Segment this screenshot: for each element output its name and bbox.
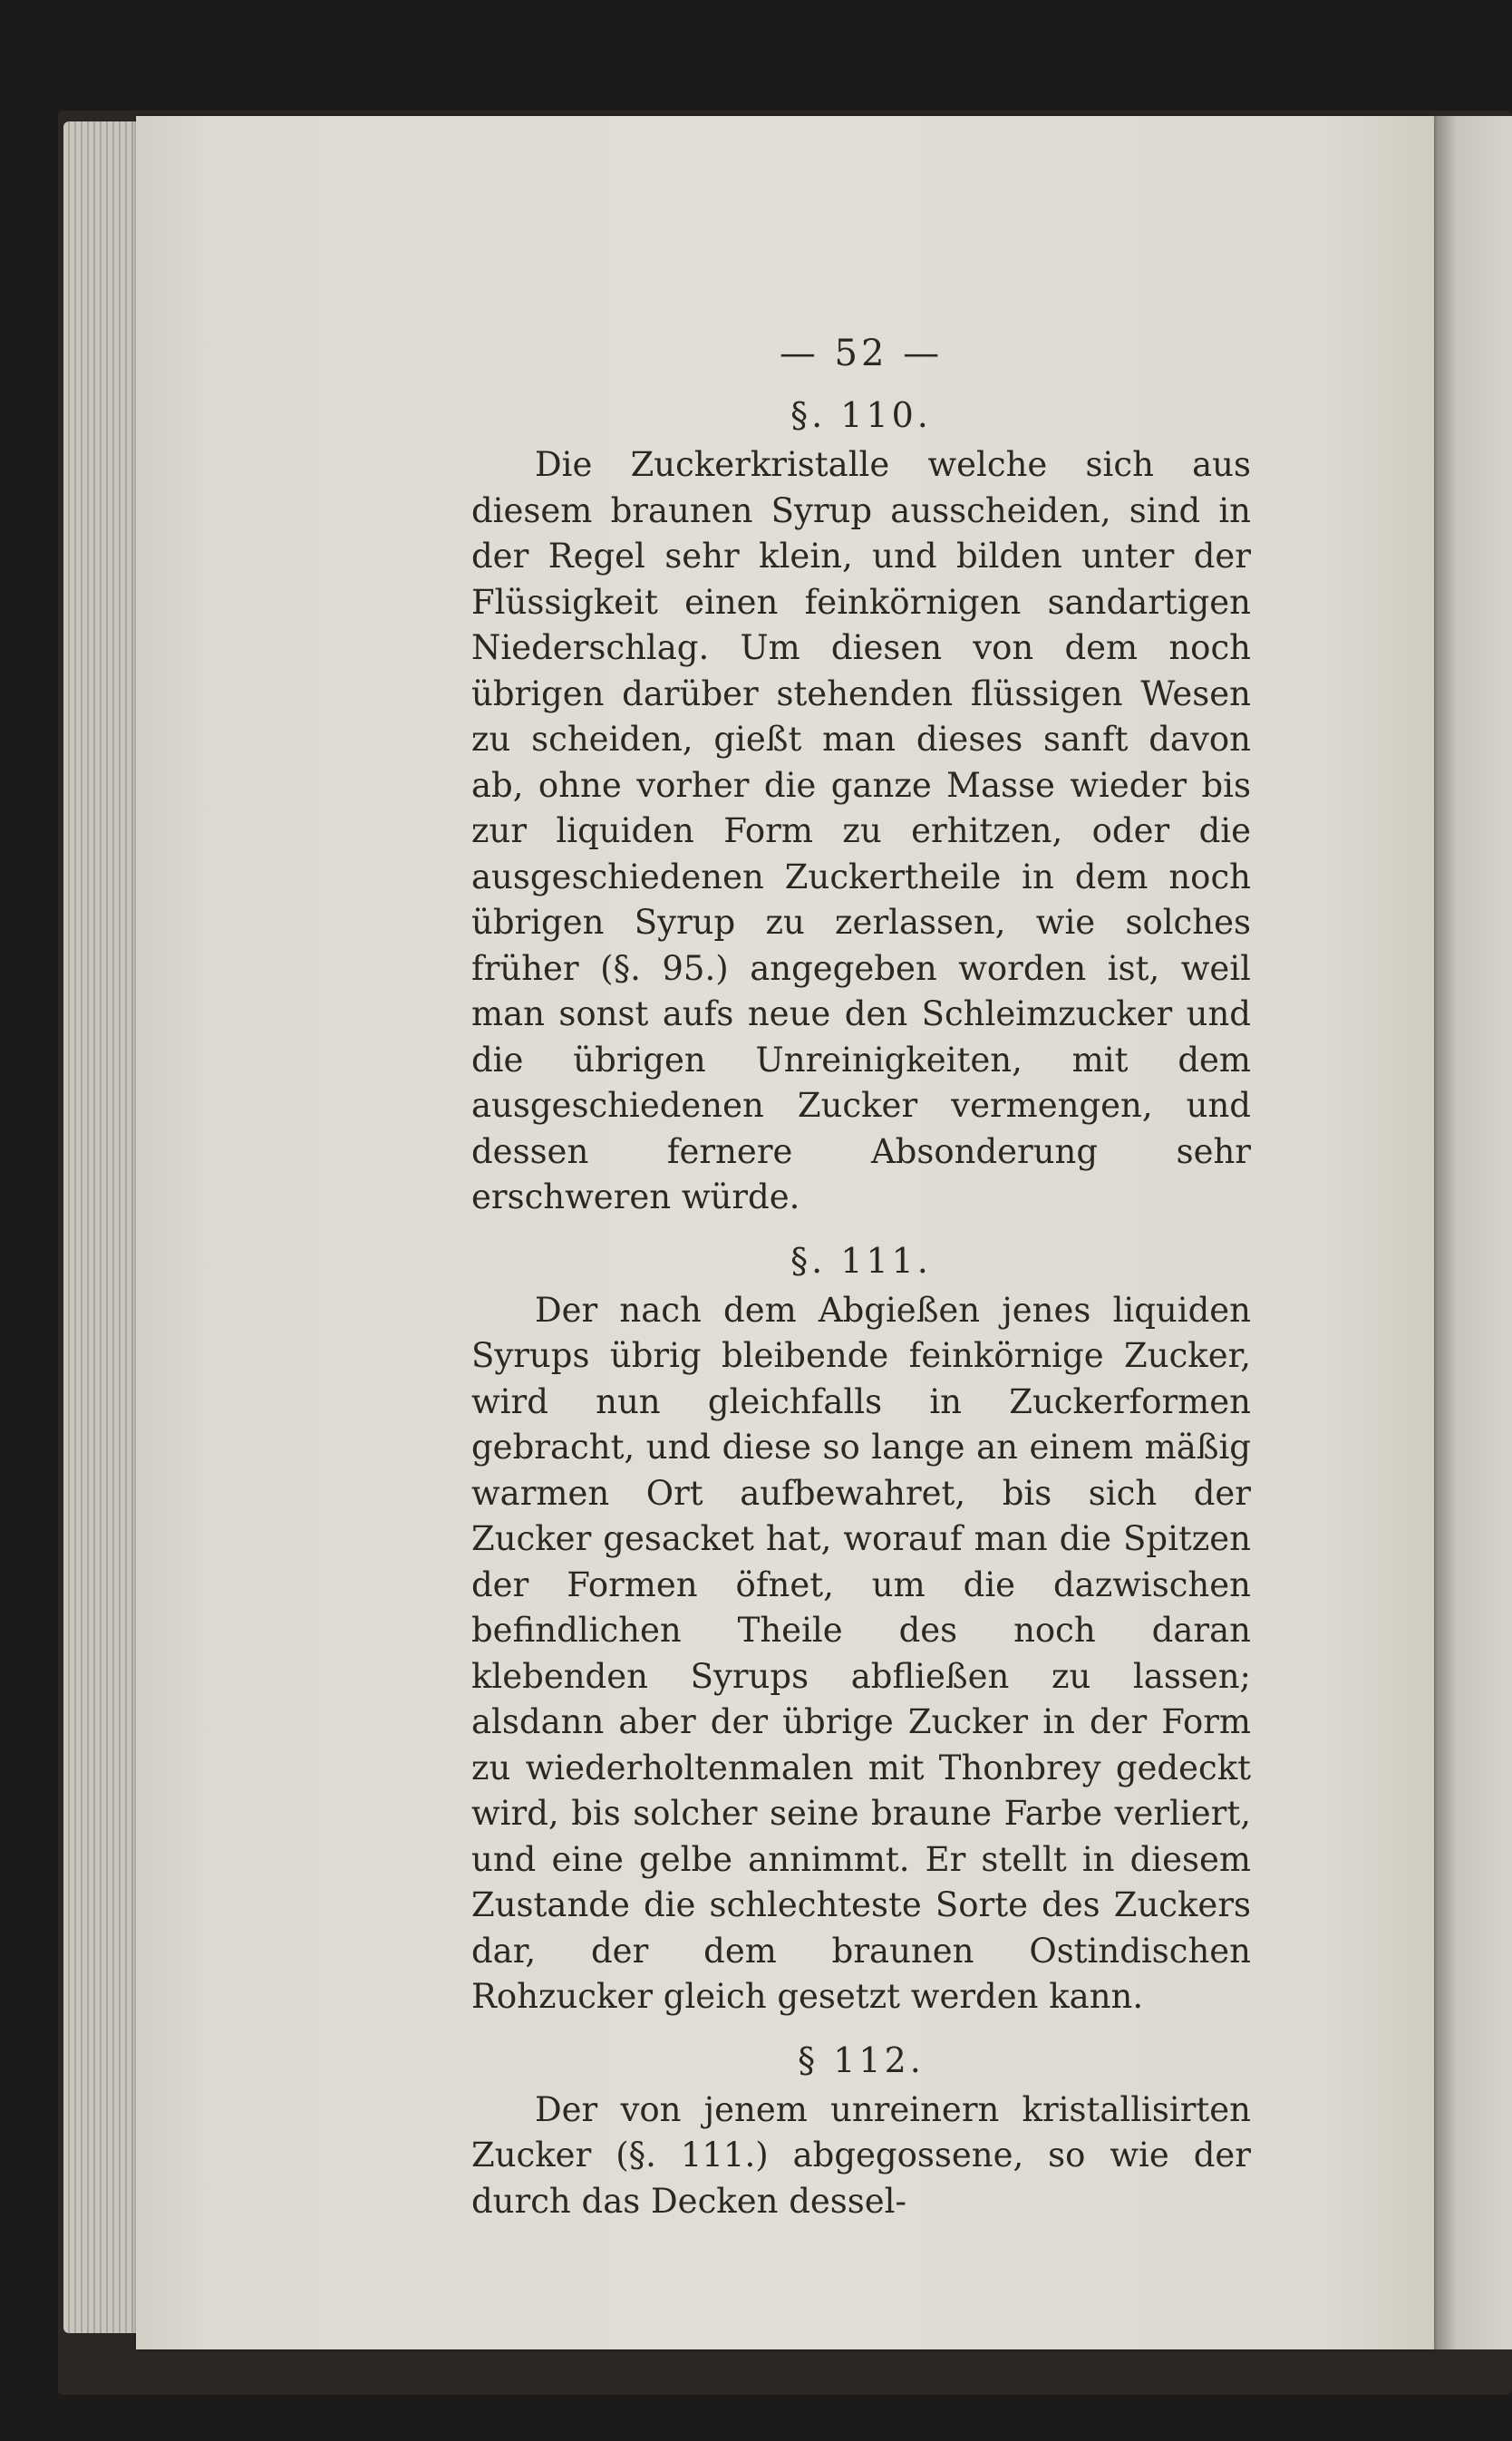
- section-paragraph: Der von jenem unreinern kristallisirten Zucker (§. 111.) abgegossene, so wie der durch das Decken dessel-: [471, 2089, 1251, 2221]
- section-heading: §. 110.: [790, 395, 932, 435]
- adjacent-page-edge: [1434, 116, 1512, 2349]
- section-111: [471, 1234, 1251, 2020]
- section-paragraph: Die Zuckerkristalle welche sich aus diesem braunen Syrup ausscheiden, sind in der Regel sehr klein, und bilden unter der Flüssigkeit einen feinkörnigen sandartigen Niederschlag. Um diesen von dem noch übrigen darüber stehenden flüssigen Wesen zu scheiden, gießt man dieses sanft davon ab, ohne vorher die ganze Masse wieder bis zur liquiden Form zu erhitzen, oder die ausgeschiedenen Zuckertheile in dem noch übrigen Syrup zu zerlassen, wie solches früher (§. 95.) angegeben worden ist, weil man sonst aufs neue den Schleimzucker und die übrigen Unreinigkeiten, mit dem ausgeschiedenen Zucker vermengen, und dessen fernere Absonderung sehr erschweren würde.: [471, 445, 1251, 1216]
- page-number-header: — 52 —: [779, 333, 944, 374]
- section-112: [471, 2033, 1251, 2225]
- section-heading: § 112.: [798, 2039, 925, 2080]
- section-110: [471, 388, 1251, 1221]
- section-paragraph: Der nach dem Abgießen jenes liquiden Syrups übrig bleibende feinkörnige Zucker, wird nun gleichfalls in Zuckerformen gebracht, und diese so lange an einem mäßig warmen Ort aufbewahret, bis sich der Zucker gesacket hat, worauf man die Spitzen der Formen öfnet, um die dazwischen befindlichen Theile des noch daran klebenden Syrups abfließen zu lassen; alsdann aber der übrige Zucker in der Form zu wiederholtenmalen mit Thonbrey gedeckt wird, bis solcher seine braune Farbe verliert, und eine gelbe annimmt. Er stellt in diesem Zustande die schlechteste Sorte des Zuckers dar, der dem braunen Ostindischen Rohzucker gleich gesetzt werden kann.: [471, 1290, 1251, 2016]
- section-heading: §. 111.: [790, 1240, 932, 1281]
- page-content: [471, 326, 1251, 2224]
